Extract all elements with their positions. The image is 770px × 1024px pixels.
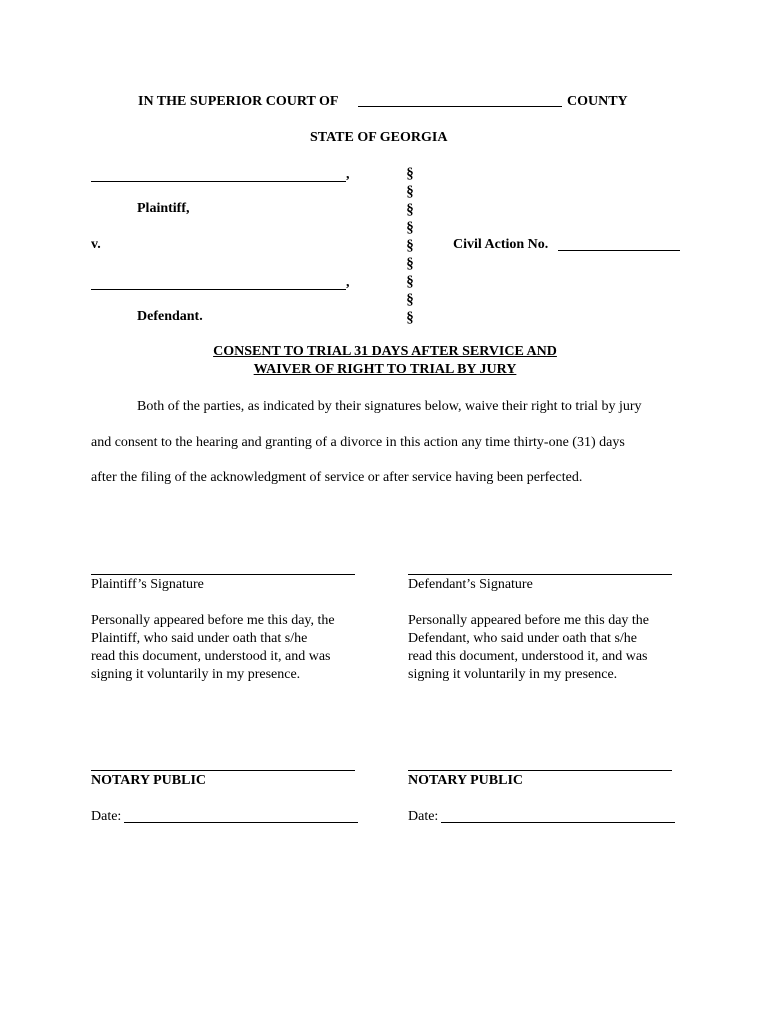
section-symbol: § (406, 220, 414, 236)
plaintiff-comma: , (346, 167, 350, 182)
section-symbol: § (406, 292, 414, 308)
body-text-line: and consent to the hearing and granting of a divorce in this action any time thirty-one (31) days (91, 435, 625, 450)
defendant-comma: , (346, 275, 350, 290)
defendant-oath-line: Personally appeared before me this day the (408, 613, 650, 628)
plaintiff-notary-signature-line (91, 770, 355, 771)
section-symbol: § (406, 256, 414, 272)
defendant-label: Defendant. (137, 309, 203, 324)
plaintiff-oath-line: Plaintiff, who said under oath that s/he (91, 631, 308, 646)
body-text-line: after the filing of the acknowledgment of service or after service having been perfected. (91, 470, 583, 485)
plaintiff-date-label: Date: (91, 809, 122, 824)
defendant-notary-label: NOTARY PUBLIC (408, 773, 524, 788)
section-symbol: § (406, 202, 414, 218)
section-symbol: § (406, 310, 414, 326)
section-symbol: § (406, 166, 414, 182)
plaintiff-oath-line: read this document, understood it, and was (91, 649, 331, 664)
plaintiff-notary-label: NOTARY PUBLIC (91, 773, 207, 788)
defendant-oath-line: signing it voluntarily in my presence. (408, 667, 618, 682)
plaintiff-name-line (91, 181, 346, 182)
defendant-signature-line (408, 574, 672, 575)
defendant-oath-line: read this document, understood it, and was (408, 649, 648, 664)
versus-label: v. (91, 237, 101, 252)
state-heading: STATE OF GEORGIA (310, 130, 448, 145)
section-symbol: § (406, 238, 414, 254)
plaintiff-signature-line (91, 574, 355, 575)
body-text-line: Both of the parties, as indicated by their signatures below, waive their right to trial by jury (137, 399, 642, 414)
civil-action-label: Civil Action No. (453, 237, 549, 252)
plaintiff-date-line (124, 822, 358, 823)
defendant-date-label: Date: (408, 809, 439, 824)
civil-action-number-line (558, 250, 680, 251)
plaintiff-label: Plaintiff, (137, 201, 190, 216)
county-blank-line (358, 106, 562, 107)
document-title-line2: WAIVER OF RIGHT TO TRIAL BY JURY (253, 362, 517, 377)
court-heading-prefix: IN THE SUPERIOR COURT OF (138, 94, 339, 109)
plaintiff-oath-line: signing it voluntarily in my presence. (91, 667, 301, 682)
defendant-notary-signature-line (408, 770, 672, 771)
defendant-signature-label: Defendant’s Signature (408, 577, 533, 592)
document-title-line1: CONSENT TO TRIAL 31 DAYS AFTER SERVICE AND (213, 344, 557, 359)
defendant-oath-line: Defendant, who said under oath that s/he (408, 631, 637, 646)
defendant-name-line (91, 289, 346, 290)
plaintiff-signature-label: Plaintiff’s Signature (91, 577, 204, 592)
section-symbol: § (406, 184, 414, 200)
defendant-date-line (441, 822, 675, 823)
plaintiff-oath-line: Personally appeared before me this day, the (91, 613, 335, 628)
court-heading (138, 94, 338, 110)
section-symbol: § (406, 274, 414, 290)
court-heading-suffix: COUNTY (567, 94, 628, 109)
